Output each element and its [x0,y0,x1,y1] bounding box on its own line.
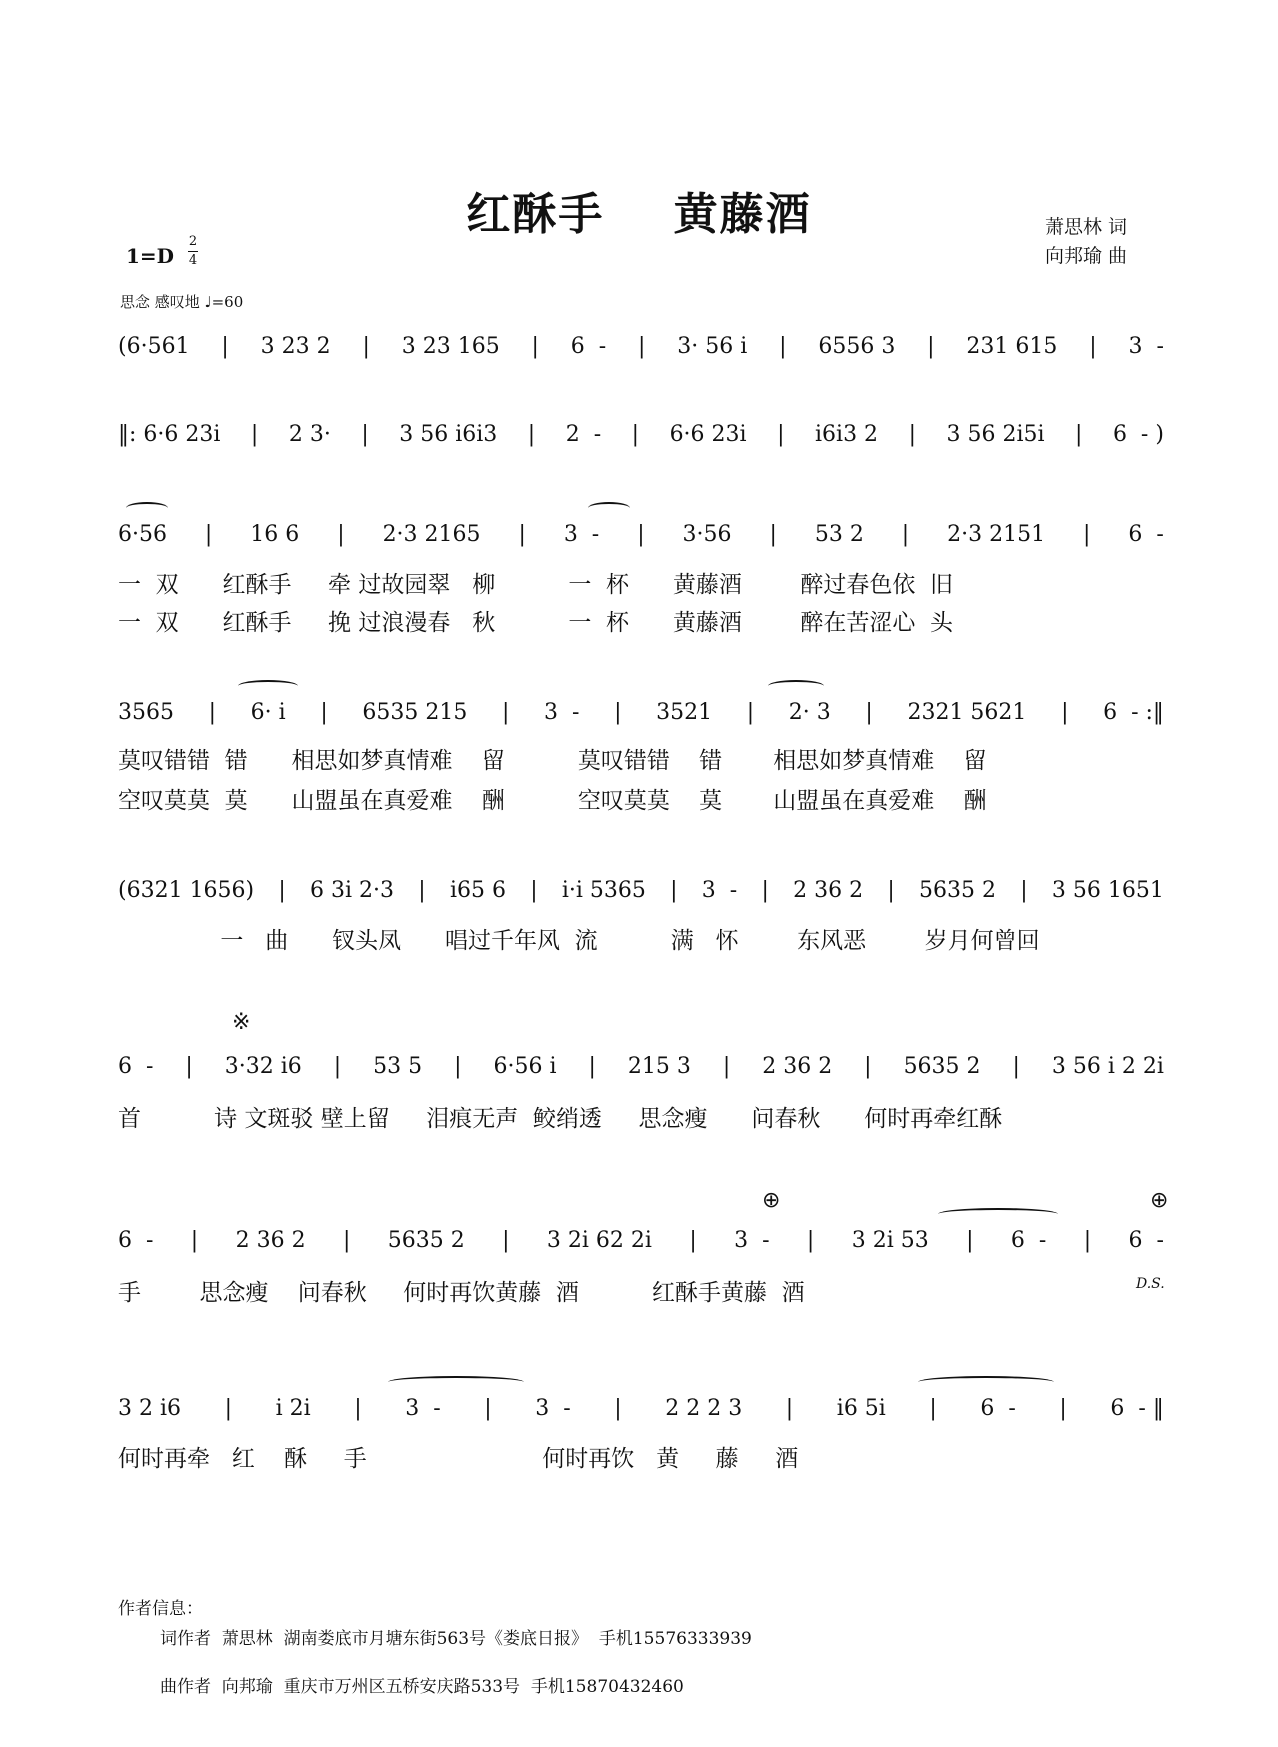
measure: 3 56 i 2 2i [1051,1053,1164,1079]
song-title: 红酥手 黄藤酒 [466,189,812,240]
measure: ‖: 6·6 23i [118,421,221,447]
notation-line [118,690,1164,734]
author-info-heading: 作者信息： [118,1599,203,1619]
measure: 53 5 [373,1053,423,1079]
measure: 3 - [563,521,600,547]
measure: 2 36 2 [235,1227,306,1253]
segno-sign: ※ [232,1010,251,1035]
barline: | [531,333,539,359]
measure: 6 - [1128,521,1164,547]
measure: 3 - [544,699,580,725]
measure: 231 615 [966,333,1058,359]
barline: | [806,1227,815,1253]
measure: 2 3· [288,421,331,447]
barline: | [518,521,526,547]
measure: 5635 2 [918,877,996,903]
measure: 6 - ‖ [1110,1395,1164,1421]
notation-line [118,1044,1164,1088]
barline: | [1061,699,1069,725]
measure: 2 36 2 [793,877,864,903]
measure: 3 56 1651 [1051,877,1164,903]
measure: 3 - [405,1395,441,1421]
barline: | [250,421,259,447]
measure: 6· i [250,699,286,725]
barline: | [530,877,538,903]
barline: | [333,1053,342,1079]
barline: | [769,521,777,547]
measure: 3565 [118,699,174,725]
barline: | [614,699,622,725]
lyric-verse-1: 莫叹错错 错 相思如梦真情难 留 莫叹错错 错 相思如梦真情难 留 [118,748,987,774]
barline: | [722,1053,731,1079]
barline: | [689,1227,697,1253]
barline: | [484,1395,492,1421]
barline: | [208,699,217,725]
barline: | [638,333,646,359]
barline: | [185,1053,193,1079]
barline: | [887,877,895,903]
coda-sign: ⊕ [1150,1188,1169,1213]
measure: 3 56 i6i3 [399,421,498,447]
measure: 6 - [118,1227,154,1253]
time-signature [188,234,198,269]
measure: 6 - [570,333,607,359]
measure: 3 2i 62 2i [546,1227,652,1253]
measure: (6321 1656) [118,877,255,903]
measure: 6 - [1010,1227,1047,1253]
measure: 2 2 2 3 [665,1395,743,1421]
barline: | [1012,1053,1020,1079]
lyric-verse-2: 空叹莫莫 莫 山盟虽在真爱难 酬 空叹莫莫 莫 山盟虽在真爱难 酬 [118,788,987,814]
lyric-line: 首 诗 文斑驳 壁上留 泪痕无声 鲛绡透 思念瘦 问春秋 何时再牵红酥 [118,1106,1003,1132]
barline: | [502,1227,510,1253]
barline: | [1075,421,1083,447]
notation-line [118,868,1164,912]
notation-line [118,1218,1164,1262]
measure: 16 6 [250,521,300,547]
barline: | [354,1395,362,1421]
barline: | [501,699,510,725]
barline: | [631,421,640,447]
measure: 6 - [118,1053,154,1079]
measure: 6556 3 [818,333,896,359]
barline: | [320,699,328,725]
barline: | [1020,877,1028,903]
measure: 3· 56 i [677,333,748,359]
measure: 3 - [535,1395,571,1421]
barline: | [785,1395,794,1421]
measure: 2321 5621 [907,699,1027,725]
measure: 6 - [980,1395,1016,1421]
measure: 3 2 i6 [118,1395,182,1421]
notation-line [118,324,1164,368]
barline: | [1083,521,1091,547]
measure: 53 2 [814,521,864,547]
measure: 6 - ) [1112,421,1164,447]
notation-line [118,412,1164,456]
measure: i65 6 [449,877,506,903]
barline: | [190,1227,199,1253]
measure: 6 - :‖ [1103,699,1164,725]
measure: 6 3i 2·3 [310,877,395,903]
barline: | [637,521,645,547]
barline: | [221,333,229,359]
measure: i6i3 2 [815,421,879,447]
barline: | [362,333,370,359]
measure: 6 - [1128,1227,1164,1253]
notation-line [118,512,1164,556]
barline: | [927,333,935,359]
measure: 2·3 2151 [947,521,1046,547]
measure: 6535 215 [362,699,468,725]
notation-line [118,1386,1164,1430]
barline: | [614,1395,622,1421]
barline: | [204,521,213,547]
composer-info-line: 曲作者 向邦瑜 重庆市万州区五桥安庆路533号 手机15870432460 [160,1677,684,1697]
barline: | [1089,333,1097,359]
coda-sign: ⊕ [762,1188,781,1213]
lyric-verse-2: 一 双 红酥手 挽 过浪漫春 秋 一 杯 黄藤酒 醉在苦涩心 头 [118,610,953,636]
barline: | [966,1227,974,1253]
measure: 3·56 [682,521,732,547]
barline: | [901,521,910,547]
lyricist-info-line: 词作者 萧思林 湖南娄底市月塘东街563号《娄底日报》 手机15576333939 [160,1629,752,1649]
barline: | [1083,1227,1092,1253]
measure: 215 3 [627,1053,691,1079]
measure: 3 - [734,1227,770,1253]
barline: | [761,877,769,903]
barline: | [342,1227,351,1253]
measure: 2· 3 [788,699,831,725]
lyric-line: 何时再牵 红 酥 手 何时再饮 黄 藤 酒 [118,1446,799,1472]
measure: 2 - [565,421,602,447]
barline: | [418,877,426,903]
barline: | [908,421,916,447]
measure: 3 2i 53 [851,1227,929,1253]
barline: | [361,421,369,447]
lyric-line: 手 思念瘦 问春秋 何时再饮黄藤 酒 红酥手黄藤 酒 [118,1280,805,1306]
lyric-verse-1: 一 双 红酥手 牵 过故园翠 柳 一 杯 黄藤酒 醉过春色依 旧 [118,572,953,598]
measure: i6 5i [836,1395,886,1421]
barline: | [224,1395,233,1421]
measure: 3 23 2 [260,333,331,359]
tempo-marking: 思念 感叹地 ♩=60 [120,293,244,311]
measure: i 2i [275,1395,311,1421]
barline: | [337,521,345,547]
measure: 2 36 2 [762,1053,833,1079]
measure: 3 23 165 [401,333,500,359]
barline: | [670,877,678,903]
measure: 6·6 23i [669,421,747,447]
measure: 3 - [1128,333,1164,359]
barline: | [865,699,873,725]
measure: 6·56 i [493,1053,557,1079]
barline: | [864,1053,872,1079]
measure: 6·56 [118,521,167,547]
measure: 5635 2 [903,1053,981,1079]
barline: | [746,699,755,725]
time-signature-bottom: 4 [188,253,198,268]
measure: (6·561 [118,333,190,359]
barline: | [588,1053,596,1079]
composer-credit: 向邦瑜 曲 [1045,245,1128,267]
lyricist-credit: 萧思林 词 [1045,216,1128,238]
measure: 3·32 i6 [224,1053,302,1079]
lyric-line: 一 曲 钗头凤 唱过千年风 流 满 怀 东风恶 岁月何曾回 [118,928,1040,954]
measure: 3 - [701,877,738,903]
key-signature: 1=D [126,244,175,268]
barline: | [278,877,286,903]
barline: | [527,421,536,447]
measure: 2·3 2165 [382,521,481,547]
measure: 3521 [656,699,713,725]
measure: i·i 5365 [561,877,646,903]
barline: | [454,1053,462,1079]
barline: | [777,421,785,447]
measure: 3 56 2i5i [946,421,1045,447]
barline: | [929,1395,937,1421]
time-signature-top: 2 [188,234,198,249]
measure: 5635 2 [387,1227,465,1253]
time-signature-divider [188,251,198,252]
dal-segno-mark: D.S. [1136,1276,1165,1292]
barline: | [779,333,787,359]
barline: | [1059,1395,1067,1421]
